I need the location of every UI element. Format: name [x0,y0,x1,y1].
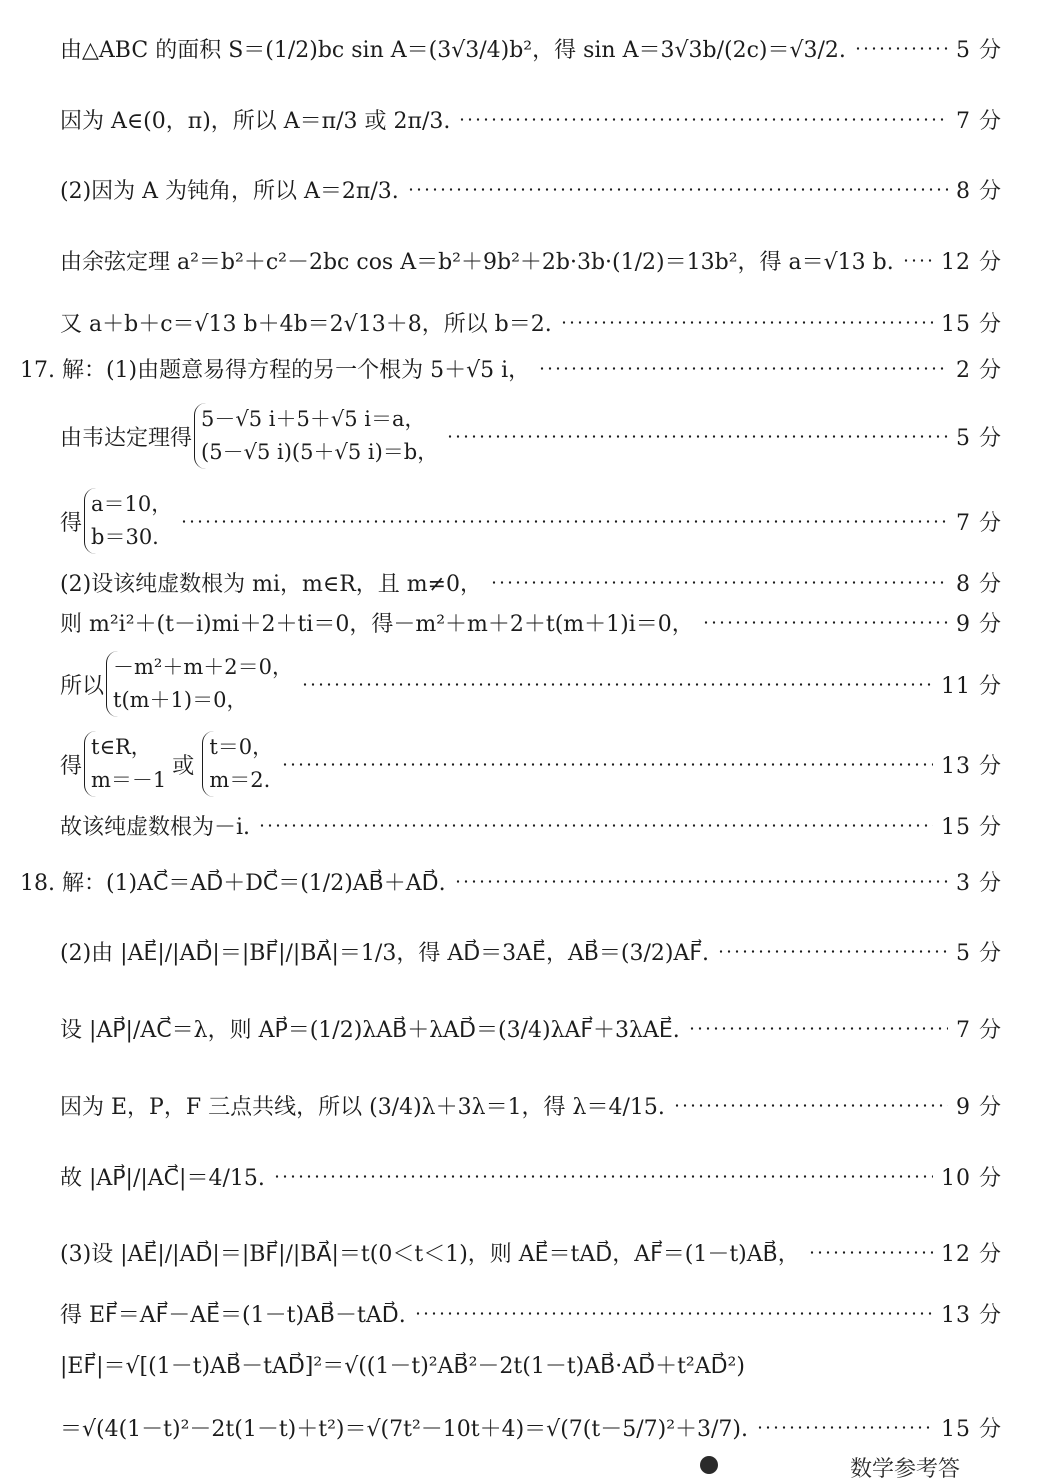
score-label: 11 分 [941,673,1002,699]
solution-text: 设 |AP⃗|/AC⃗＝λ，则 AP⃗＝(1/2)λAB⃗＋λAD⃗＝(3/4)λAF⃗＋3λAE⃗. [60,1017,680,1043]
line-cosine-rule [60,240,1002,280]
solution-text: 因为 E，P，F 三点共线，所以 (3/4)λ＋3λ＝1，得 λ＝4/15. [60,1094,665,1120]
solution-text: 由△ABC 的面积 S＝(1/2)bc sin A＝(3√3/4)b²，得 sin A＝3√3b/(2c)＝√3/2. [60,37,846,63]
dot-leader [902,259,933,262]
score-label: 8 分 [956,571,1002,597]
line-q17-part1 [20,348,1002,388]
score-label: 8 分 [956,178,1002,204]
score-label: 15 分 [941,311,1002,337]
score-label: 9 分 [956,611,1002,637]
solution-text: |EF⃗|＝√[(1－t)AB⃗－tAD⃗]²＝√((1－t)²AB⃗²－2t(1－t)AB⃗·AD⃗＋t²AD⃗²) [60,1353,745,1379]
system-row: －m²＋m＋2＝0， [113,655,293,680]
dot-leader [673,1104,948,1107]
line-obtuse-angle [60,169,1002,209]
line-q18-part1 [20,861,1002,901]
dot-leader [273,1175,933,1178]
score-label: 2 分 [956,357,1002,383]
solution-text: 17. 解：(1)由题意易得方程的另一个根为 5＋√5 i， [20,357,531,383]
solution-text: 故 |AP⃗|/|AC⃗|＝4/15. [60,1165,265,1191]
solution-text: (2)由 |AE⃗|/|AD⃗|＝|BF⃗|/|BA⃗|＝1/3，得 AD⃗＝3AE⃗，AB⃗＝(3/2)AF⃗. [60,940,710,966]
line-q17-conclusion [60,805,1002,845]
dot-leader [808,1251,933,1254]
score-label: 3 分 [956,870,1002,896]
dot-leader [258,824,933,827]
line-ef-vector [60,1293,1002,1333]
footer-text: 数学参考答 [850,1457,961,1482]
line-perimeter [60,302,1002,342]
dot-leader [180,520,948,523]
equation-system [202,731,273,796]
system-row: t∈R， [91,735,152,760]
score-label: 5 分 [956,37,1002,63]
score-label: 15 分 [941,1416,1002,1442]
system-row: 5－√5 i＋5＋√5 i＝a， [201,407,426,432]
dot-leader [446,435,948,438]
score-label: 7 分 [956,1017,1002,1043]
score-label: 12 分 [941,1241,1002,1267]
line-vieta-system [60,398,1002,474]
solution-text: 所以 [60,673,105,699]
dot-leader [854,47,948,50]
line-t-m-solutions [60,726,1002,802]
system-row: t(m＋1)＝0， [113,688,248,712]
line-ef-final [60,1407,1002,1447]
score-label: 10 分 [941,1165,1002,1191]
solution-text: (3)设 |AE⃗|/|AD⃗|＝|BF⃗|/|BA⃗|＝t(0＜t＜1)，则 AE⃗＝tAD⃗，AF⃗＝(1－t)AB⃗， [60,1241,800,1267]
or-word: 或 [172,753,195,779]
line-angle-values [60,99,1002,139]
solution-text: (2)设该纯虚数根为 mi，m∈R，且 m≠0， [60,571,483,597]
dot-leader [702,621,948,624]
dot-leader [458,118,948,121]
solution-text: 又 a＋b＋c＝√13 b＋4b＝2√13＋8，所以 b＝2. [60,311,552,337]
score-label: 13 分 [941,753,1002,779]
score-label: 15 分 [941,814,1002,840]
dot-leader [717,950,948,953]
line-q17-part2 [60,562,1002,602]
footer-logo-icon [700,1456,718,1474]
equation-system [84,731,166,796]
dot-leader [688,1027,948,1030]
score-label: 5 分 [956,425,1002,451]
line-area-sine [60,28,1002,68]
line-ratio-result [60,1156,1002,1196]
solution-text: 得 [60,753,83,779]
line-a-b-values [60,484,1002,558]
solution-text: 由韦达定理得 [60,425,193,451]
system-row: t＝0， [209,735,274,760]
dot-leader [756,1426,933,1429]
solution-text: (2)因为 A 为钝角，所以 A＝2π/3. [60,178,399,204]
system-row: m＝－1 [91,768,167,792]
system-row: (5－√5 i)(5＋√5 i)＝b， [201,440,439,464]
score-label: 7 分 [956,510,1002,536]
dot-leader [414,1312,933,1315]
system-row: m＝2. [209,768,271,792]
equation-system [194,403,438,468]
solution-text: 由余弦定理 a²＝b²＋c²－2bc cos A＝b²＋9b²＋2b·3b·(1/2)＝13b²，得 a＝√13 b. [60,249,894,275]
dot-leader [454,880,948,883]
dot-leader [538,367,948,370]
dot-leader [301,683,933,686]
system-row: a＝10， [91,492,173,517]
dot-leader [407,188,948,191]
score-label: 7 分 [956,108,1002,134]
line-collinear [60,1085,1002,1125]
score-label: 12 分 [941,249,1002,275]
line-ef-magnitude [60,1344,1002,1384]
solution-text: 得 EF⃗＝AF⃗－AE⃗＝(1－t)AB⃗－tAD⃗. [60,1302,406,1328]
line-q18-part3-setup [60,1232,1002,1272]
line-lambda-setup [60,1008,1002,1048]
system-row: b＝30. [91,525,159,549]
dot-leader [490,581,948,584]
line-q18-part2-ratio [60,931,1002,971]
equation-system [84,488,172,553]
solution-text: 18. 解：(1)AC⃗＝AD⃗＋DC⃗＝(1/2)AB⃗＋AD⃗. [20,870,446,896]
dot-leader [281,763,933,766]
score-label: 13 分 [941,1302,1002,1328]
solution-text: 故该纯虚数根为－i. [60,814,251,840]
equation-system [106,651,293,716]
line-substitution [60,602,1002,642]
solution-text: 则 m²i²＋(t－i)mi＋2＋ti＝0，得－m²＋m＋2＋t(m＋1)i＝0， [60,611,694,637]
score-label: 9 分 [956,1094,1002,1120]
score-label: 5 分 [956,940,1002,966]
dot-leader [560,321,933,324]
line-real-imag-system [60,646,1002,722]
solution-text: 因为 A∈(0，π)，所以 A＝π/3 或 2π/3. [60,108,451,134]
solution-text: ＝√(4(1－t)²－2t(1－t)＋t²)＝√(7t²－10t＋4)＝√(7(t－5/7)²＋3/7). [60,1416,748,1442]
solution-text: 得 [60,510,83,536]
